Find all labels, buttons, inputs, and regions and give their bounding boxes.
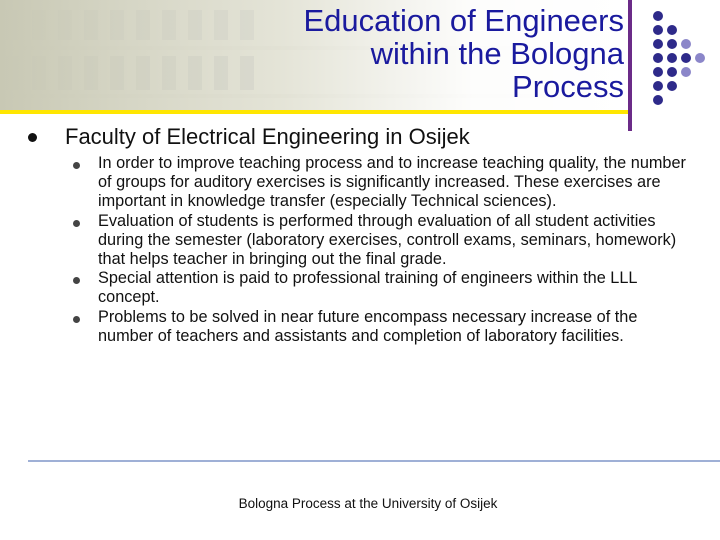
bullet-dot-icon — [73, 162, 80, 169]
title-line-1: Education of Engineers — [303, 3, 624, 38]
list-item-text: Problems to be solved in near future encompass necessary increase of the number of teachers and assistants and completion of laboratory facilities. — [98, 307, 638, 345]
footer-text: Bologna Process at the University of Osijek — [238, 496, 498, 511]
list-item-text: Special attention is paid to professional training of engineers within the LLL concept. — [98, 269, 637, 307]
bullet-dot-icon — [73, 316, 80, 323]
sub-bullet-list — [72, 154, 692, 346]
bullet-dot-icon — [28, 133, 37, 142]
list-item — [72, 308, 692, 346]
slide-title — [104, 4, 624, 103]
list-item — [72, 269, 692, 307]
header-accent-rule — [0, 110, 628, 114]
main-bullet — [28, 124, 470, 150]
list-item-text: In order to improve teaching process and to increase teaching quality, the number of groups for auditory exercises is significantly increased. These exercises are important in knowledge transfer (especially Technical sciences). — [98, 154, 686, 211]
footer-divider — [28, 460, 720, 462]
title-line-2: within the Bologna — [370, 36, 624, 71]
bullet-dot-icon — [73, 277, 80, 284]
list-item — [72, 154, 692, 212]
main-bullet-text: Faculty of Electrical Engineering in Osijek — [65, 124, 470, 149]
header-vertical-rule — [628, 0, 632, 131]
list-item-text: Evaluation of students is performed through evaluation of all student activities during the semester (laboratory exercises, controll exams, seminars, homework) that helps teacher in bringing out the final grade. — [98, 211, 677, 269]
dot-grid-icon — [646, 8, 716, 108]
title-line-3: Process — [512, 69, 624, 104]
list-item — [72, 212, 692, 270]
bullet-dot-icon — [73, 220, 80, 227]
